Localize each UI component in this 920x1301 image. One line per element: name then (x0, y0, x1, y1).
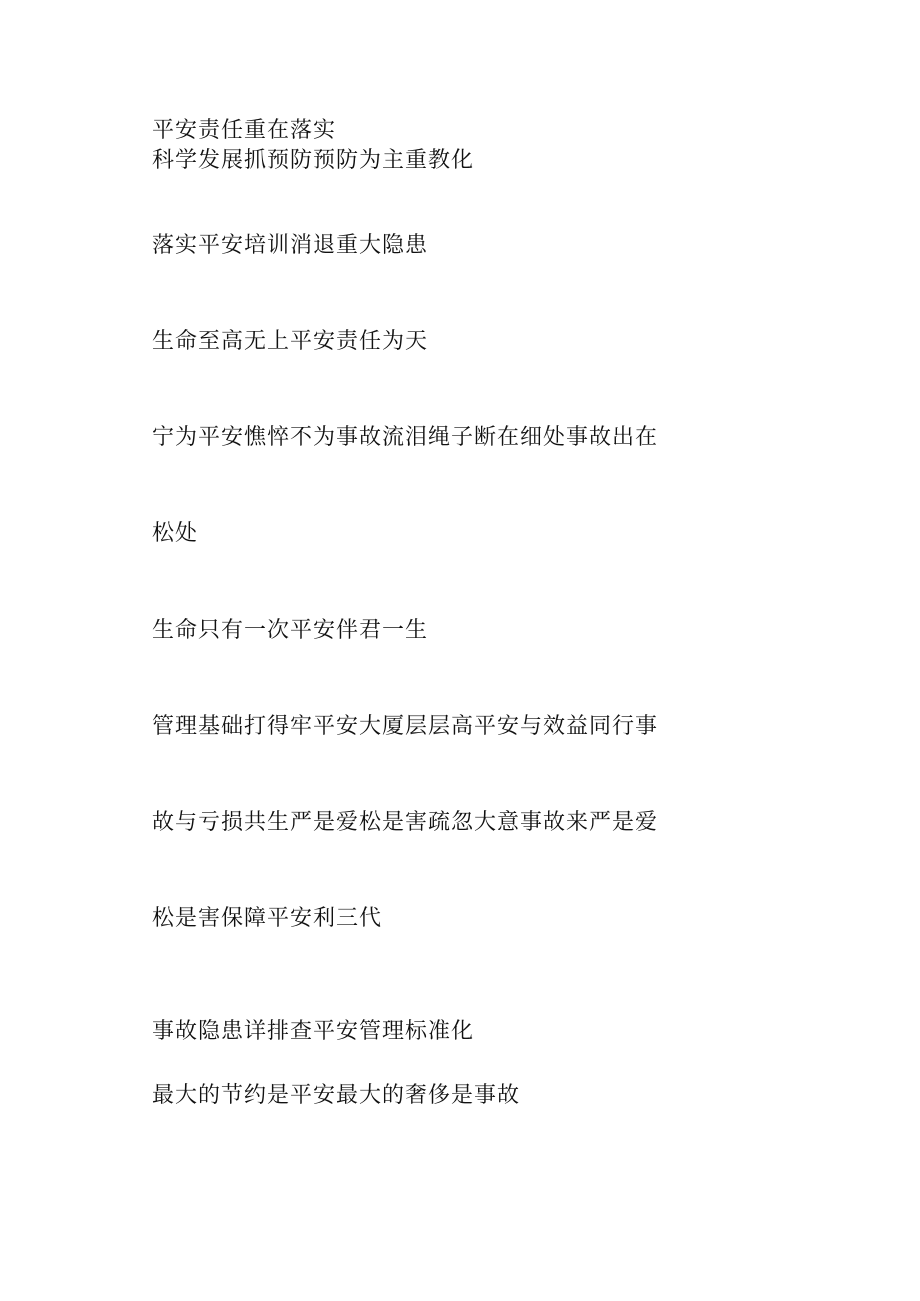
text-line: 平安责任重在落实 (152, 118, 337, 143)
text-line: 故与亏损共生严是爱松是害疏忽大意事故来严是爱 (152, 810, 659, 835)
text-line: 事故隐患详排查平安管理标准化 (152, 1019, 475, 1044)
text-line: 科学发展抓预防预防为主重教化 (152, 148, 475, 173)
text-line: 生命至高无上平安责任为天 (152, 329, 429, 354)
text-line: 宁为平安憔悴不为事故流泪绳子断在细处事故出在 (152, 425, 659, 450)
text-line: 最大的节约是平安最大的奢侈是事故 (152, 1083, 521, 1108)
text-line: 松是害保障平安利三代 (152, 906, 383, 931)
text-line: 管理基础打得牢平安大厦层层高平安与效益同行事 (152, 714, 659, 739)
text-line: 松处 (152, 521, 199, 546)
text-line: 生命只有一次平安伴君一生 (152, 618, 429, 643)
text-line: 落实平安培训消退重大隐患 (152, 233, 429, 258)
